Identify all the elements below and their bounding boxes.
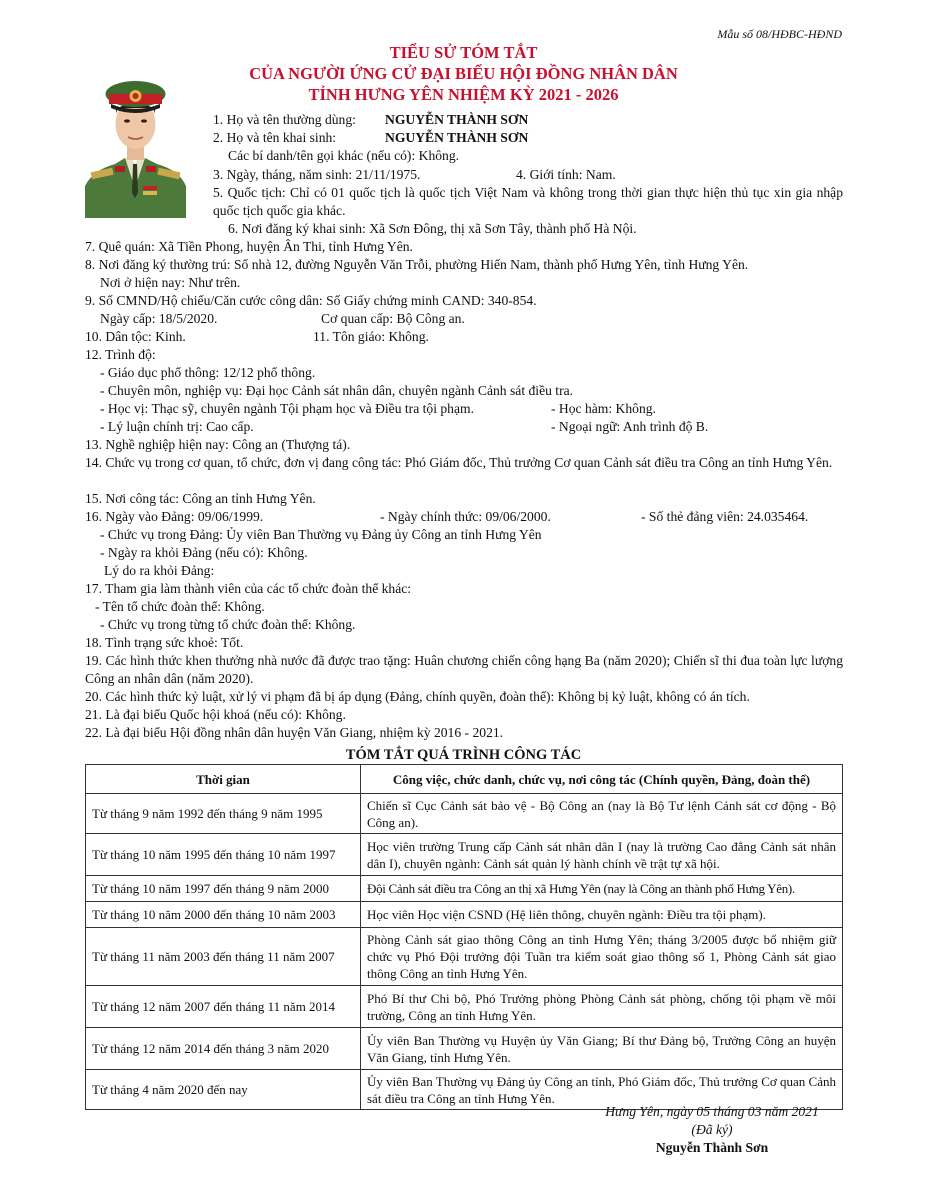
workplace-line: 15. Nơi công tác: Công an tỉnh Hưng Yên. <box>85 491 316 506</box>
table-row <box>86 928 843 986</box>
organization-position: - Chức vụ trong từng tổ chức đoàn thể: Không. <box>100 617 356 632</box>
national-assembly-line: 21. Là đại biểu Quốc hội khoá (nếu có): Không. <box>85 707 346 722</box>
foreign-language: - Ngoại ngữ: Anh trình độ B. <box>551 419 709 434</box>
nationality-line: 5. Quốc tịch: Chỉ có 01 quốc tịch là quốc tịch Việt Nam và không trong thời gian thực hiện thủ tục xin gia nhập quốc tịch quốc gia khác. <box>213 185 843 218</box>
table-row <box>86 834 843 876</box>
hometown-line: 7. Quê quán: Xã Tiền Phong, huyện Ân Thi, tỉnh Hưng Yên. <box>85 239 413 254</box>
current-address-line: Nơi ở hiện nay: Như trên. <box>100 275 241 290</box>
party-join-date: 16. Ngày vào Đảng: 09/06/1999. <box>85 509 264 524</box>
doc-subtitle: CỦA NGƯỜI ỨNG CỬ ĐẠI BIỂU HỘI ĐỒNG NHÂN DÂN <box>249 64 678 83</box>
row-time: Từ tháng 4 năm 2020 đến nay <box>86 1070 361 1110</box>
id-issue-date: Ngày cấp: 18/5/2020. <box>100 311 218 326</box>
row-description: Đội Cảnh sát điều tra Công an thị xã Hưng Yên (nay là Công an thành phố Hưng Yên). <box>361 876 843 902</box>
row-description: Phó Bí thư Chi bộ, Phó Trưởng phòng Phòng Cảnh sát phòng, chống tội phạm về môi trường, Công an tỉnh Hưng Yên. <box>361 986 843 1028</box>
table-row <box>86 986 843 1028</box>
row-description: Học viên trường Trung cấp Cảnh sát nhân dân I (nay là trường Cao đẳng Cảnh sát nhân dân I), chuyên ngành: Cảnh sát quản lý hành chính về trật tự xã hội. <box>361 834 843 876</box>
form-number: Mẫu số 08/HĐBC-HĐND <box>717 27 842 41</box>
row-description: Phòng Cảnh sát giao thông Công an tỉnh Hưng Yên; tháng 3/2005 được bổ nhiệm giữ chức vụ Phó Đội trưởng đội Tuần tra kiểm soát giao thông số 1, Phòng Cảnh sát giao thông Công an tỉnh Hưng Yên. <box>361 928 843 986</box>
id-number-line: 9. Số CMND/Hộ chiếu/Căn cước công dân: Số Giấy chứng minh CAND: 340-854. <box>85 293 537 308</box>
id-issuer: Cơ quan cấp: Bộ Công an. <box>321 311 465 326</box>
birth-name-value: NGUYỄN THÀNH SƠN <box>385 130 529 145</box>
party-exit-reason: Lý do ra khỏi Đảng: <box>104 563 215 578</box>
party-exit-date: - Ngày ra khỏi Đảng (nếu có): Không. <box>100 545 308 560</box>
organizations-heading: 17. Tham gia làm thành viên của các tổ chức đoàn thể khác: <box>85 581 412 596</box>
doc-title: TIỂU SỬ TÓM TẮT <box>389 43 538 62</box>
discipline-line: 20. Các hình thức kỷ luật, xử lý vi phạm đã bị áp dụng (Đảng, chính quyền, đoàn thể): Không bị kỷ luật, không có án tích. <box>85 689 750 704</box>
signature-status: (Đã ký) <box>691 1122 733 1137</box>
education-heading: 12. Trình độ: <box>85 347 156 362</box>
table-header-row <box>86 765 843 794</box>
residence-line: 8. Nơi đăng ký thường trú: Số nhà 12, đường Nguyễn Văn Trỗi, phường Hiến Nam, thành phố Hưng Yên, tỉnh Hưng Yên. <box>85 257 749 272</box>
table-row <box>86 794 843 834</box>
organization-name: - Tên tổ chức đoàn thể: Không. <box>95 599 265 614</box>
row-time: Từ tháng 9 năm 1992 đến tháng 9 năm 1995 <box>86 794 361 834</box>
row-time: Từ tháng 11 năm 2003 đến tháng 11 năm 2007 <box>86 928 361 986</box>
row-description: Chiến sĩ Cục Cảnh sát bảo vệ - Bộ Công an (nay là Bộ Tư lệnh Cảnh sát cơ động - Bộ Công an). <box>361 794 843 834</box>
birth-name-line: 2. Họ và tên khai sinh: <box>213 130 337 145</box>
aliases-line: Các bí danh/tên gọi khác (nếu có): Không. <box>228 148 460 163</box>
table-row <box>86 902 843 928</box>
row-time: Từ tháng 10 năm 2000 đến tháng 10 năm 2003 <box>86 902 361 928</box>
row-description: Ủy viên Ban Thường vụ Đảng ủy Công an tỉnh, Phó Giám đốc, Thủ trưởng Cơ quan Cảnh sát điều tra Công an tỉnh Hưng Yên. <box>361 1070 843 1110</box>
full-name-value: NGUYỄN THÀNH SƠN <box>385 112 529 127</box>
occupation-line: 13. Nghề nghiệp hiện nay: Công an (Thượng tá). <box>85 437 351 452</box>
table-row <box>86 1028 843 1070</box>
ethnicity-line: 10. Dân tộc: Kinh. <box>85 329 186 344</box>
birth-registration-line: 6. Nơi đăng ký khai sinh: Xã Sơn Đông, thị xã Sơn Tây, thành phố Hà Nội. <box>228 221 637 236</box>
academic-degree: - Học vị: Thạc sỹ, chuyên ngành Tội phạm học và Điều tra tội phạm. <box>100 401 474 416</box>
portrait-photo <box>85 58 186 218</box>
academic-title: - Học hàm: Không. <box>551 401 656 416</box>
table-row <box>86 876 843 902</box>
column-header-description: Công việc, chức danh, chức vụ, nơi công tác (Chính quyền, Đảng, đoàn thể) <box>361 765 843 794</box>
row-time: Từ tháng 10 năm 1995 đến tháng 10 năm 1997 <box>86 834 361 876</box>
signature-place-date: Hưng Yên, ngày 05 tháng 03 năm 2021 <box>605 1104 819 1119</box>
row-description: Học viên Học viện CSND (Hệ liên thông, chuyên ngành: Điều tra tội phạm). <box>361 902 843 928</box>
professional-education: - Chuyên môn, nghiệp vụ: Đại học Cảnh sát nhân dân, chuyên ngành Cảnh sát điều tra. <box>100 383 574 398</box>
birth-date-line: 3. Ngày, tháng, năm sinh: 21/11/1975. <box>213 167 421 182</box>
party-official-date: - Ngày chính thức: 09/06/2000. <box>380 509 551 524</box>
council-line: 22. Là đại biểu Hội đồng nhân dân huyện Văn Giang, nhiệm kỳ 2016 - 2021. <box>85 725 504 740</box>
column-header-time: Thời gian <box>86 765 361 794</box>
position-line: 14. Chức vụ trong cơ quan, tổ chức, đơn vị đang công tác: Phó Giám đốc, Thủ trưởng Cơ quan Cảnh sát điều tra Công an tỉnh Hưng Yên. <box>85 455 833 470</box>
awards-line: 19. Các hình thức khen thưởng nhà nước đã được trao tặng: Huân chương chiến công hạng Ba (năm 2020); Chiến sĩ thi đua toàn lực lượng Công an nhân dân (năm 2020). <box>85 653 843 686</box>
row-description: Ủy viên Ban Thường vụ Huyện ủy Văn Giang; Bí thư Đảng bộ, Trưởng Công an huyện Văn Giang, tỉnh Hưng Yên. <box>361 1028 843 1070</box>
doc-subtitle-term: TỈNH HƯNG YÊN NHIỆM KỲ 2021 - 2026 <box>308 85 619 104</box>
health-line: 18. Tình trạng sức khoẻ: Tốt. <box>85 635 244 650</box>
general-education: - Giáo dục phổ thông: 12/12 phổ thông. <box>100 365 316 380</box>
row-time: Từ tháng 12 năm 2007 đến tháng 11 năm 2014 <box>86 986 361 1028</box>
full-name-line: 1. Họ và tên thường dùng: <box>213 112 356 127</box>
row-time: Từ tháng 10 năm 1997 đến tháng 9 năm 2000 <box>86 876 361 902</box>
work-history-table <box>85 764 843 1110</box>
party-position: - Chức vụ trong Đảng: Ủy viên Ban Thường vụ Đảng ủy Công an tỉnh Hưng Yên <box>100 527 542 542</box>
political-theory: - Lý luận chính trị: Cao cấp. <box>100 419 254 434</box>
signer-name: Nguyễn Thành Sơn <box>655 1140 769 1155</box>
work-history-title: TÓM TẮT QUÁ TRÌNH CÔNG TÁC <box>345 747 582 763</box>
gender-line: 4. Giới tính: Nam. <box>516 167 616 182</box>
party-card-number: - Số thẻ đảng viên: 24.035464. <box>641 509 809 524</box>
row-time: Từ tháng 12 năm 2014 đến tháng 3 năm 2020 <box>86 1028 361 1070</box>
religion-line: 11. Tôn giáo: Không. <box>313 329 429 344</box>
